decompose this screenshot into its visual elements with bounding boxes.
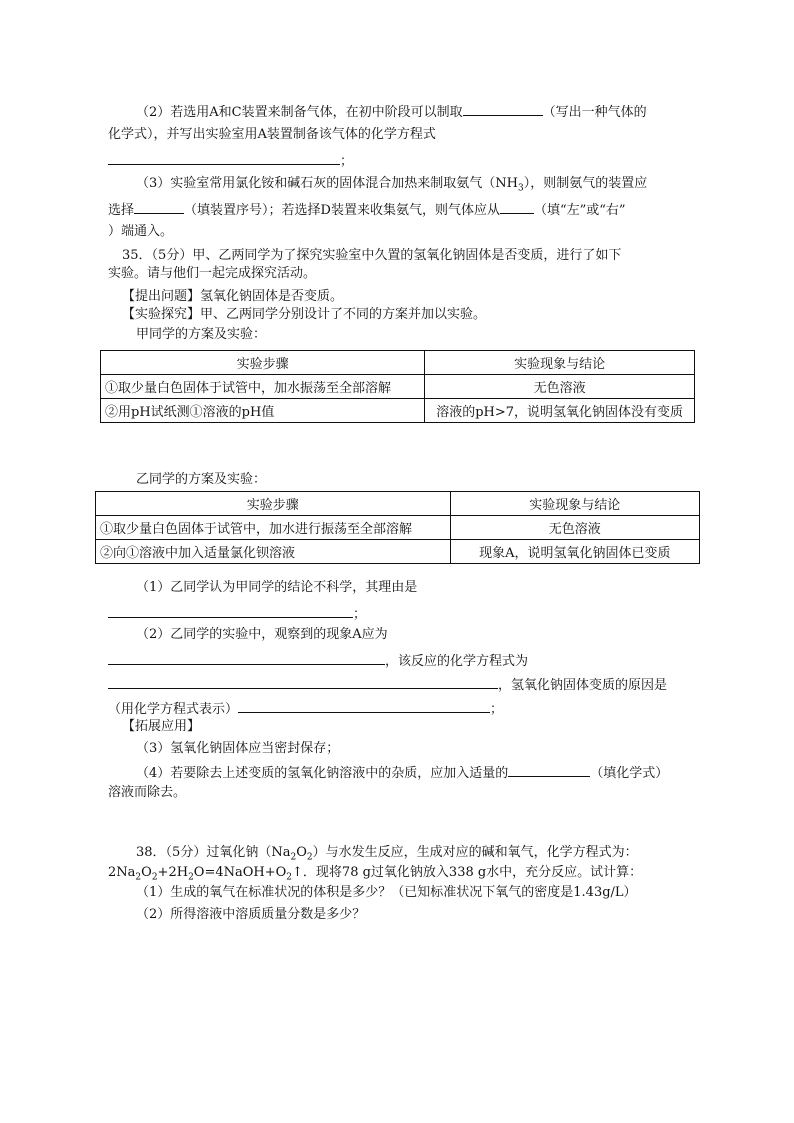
q34-part3-line1: （3）实验室常用氯化铵和碱石灰的固体混合加热来制取氨气$(NH_3)$，则制氨气的装置应 (136, 176, 648, 194)
q35-sub2: （2）乙同学的实验中，观察到的现象A应为 (136, 627, 388, 642)
answer-blank[interactable] (508, 762, 590, 777)
q35-expand-heading: 【拓展应用】 (122, 719, 201, 734)
q35-jia-title: 甲同学的方案及实验： (136, 327, 267, 342)
q35-sub1: （1）乙同学认为甲同学的结论不科学，其理由是 (136, 580, 418, 595)
q35-problem: 【提出问题】氢氧化钠固体是否变质。 (122, 289, 344, 304)
q35-sub2-line3: ，氢氧化钠固体变质的原因是 (108, 674, 667, 695)
q38-equation: $2Na_2O_2+2H_2O=4NaOH+O_2↑$．现将78 g过氧化钠放入338 g水中，充分反应。试计算： (108, 865, 643, 883)
answer-blank[interactable] (108, 650, 385, 665)
answer-blank[interactable] (134, 199, 184, 214)
answer-blank[interactable] (238, 698, 490, 713)
q35-sub4-line2: 溶液而除去。 (108, 785, 187, 800)
answer-blank[interactable] (463, 101, 543, 116)
q35-intro-line1: 35．（5分）甲、乙两同学为了探究实验室中久置的氢氧化钠固体是否变质，进行了如下 (122, 248, 622, 263)
table-row: ①取少量白色固体于试管中，加水进行振荡至全部溶解 无色溶液 (96, 516, 700, 540)
table-row: ②用pH试纸测①溶液的pH值 溶液的pH>7，说明氢氧化钠固体没有变质 (101, 399, 695, 423)
q34-part2-line2: 化学式），并写出实验室用A装置制备该气体的化学方程式 (108, 127, 436, 142)
answer-blank[interactable] (500, 199, 534, 214)
answer-blank[interactable] (108, 674, 498, 689)
q34-part2-line3: ； (108, 150, 353, 171)
q38-sub2: （2）所得溶液中溶质质量分数是多少？ (136, 907, 366, 922)
q38-sub1: （1）生成的氧气在标准状况的体积是多少？（已知标准状况下氧气的密度是1.43g/L） (136, 885, 637, 900)
q35-sub1-answer: ； (108, 603, 366, 624)
answer-blank[interactable] (108, 603, 353, 618)
jia-table (100, 350, 695, 423)
q35-sub3: （3）氢氧化钠固体应当密封保存； (136, 741, 340, 756)
q35-yi-title: 乙同学的方案及实验： (136, 472, 267, 487)
q34-part3-line2: 选择 （填装置序号）；若选择D装置来收集氨气，则气体应从 （填“左”或“右” (108, 199, 626, 220)
q35-explore: 【实验探究】甲、乙两同学分别设计了不同的方案并加以实验。 (122, 307, 487, 322)
q35-sub4: （4）若要除去上述变质的氢氧化钠溶液中的杂质，应加入适量的 （填化学式） (136, 762, 668, 783)
table-row: ①取少量白色固体于试管中，加水振荡至全部溶解 无色溶液 (101, 375, 695, 399)
table-header-row: 实验步骤 实验现象与结论 (101, 351, 695, 375)
table-header-row: 实验步骤 实验现象与结论 (96, 492, 700, 516)
q34-part3-line3: ）端通入。 (108, 224, 174, 239)
yi-table (95, 491, 700, 564)
q35-intro-line2: 实验。请与他们一起完成探究活动。 (108, 266, 317, 281)
q35-sub2-line4: （用化学方程式表示） ； (108, 698, 503, 719)
answer-blank[interactable] (108, 150, 340, 165)
q38-intro: 38．（5分）过氧化钠$(Na_2O_2)$与水发生反应，生成对应的碱和氧气，化学方程式为： (136, 845, 638, 863)
q34-part2-line1: （2）若选用A和C装置来制备气体，在初中阶段可以制取 （写出一种气体的 (136, 101, 647, 122)
table-row: ②向①溶液中加入适量氯化钡溶液 现象A，说明氢氧化钠固体已变质 (96, 540, 700, 564)
q35-sub2-line2: ，该反应的化学方程式为 (108, 650, 528, 671)
